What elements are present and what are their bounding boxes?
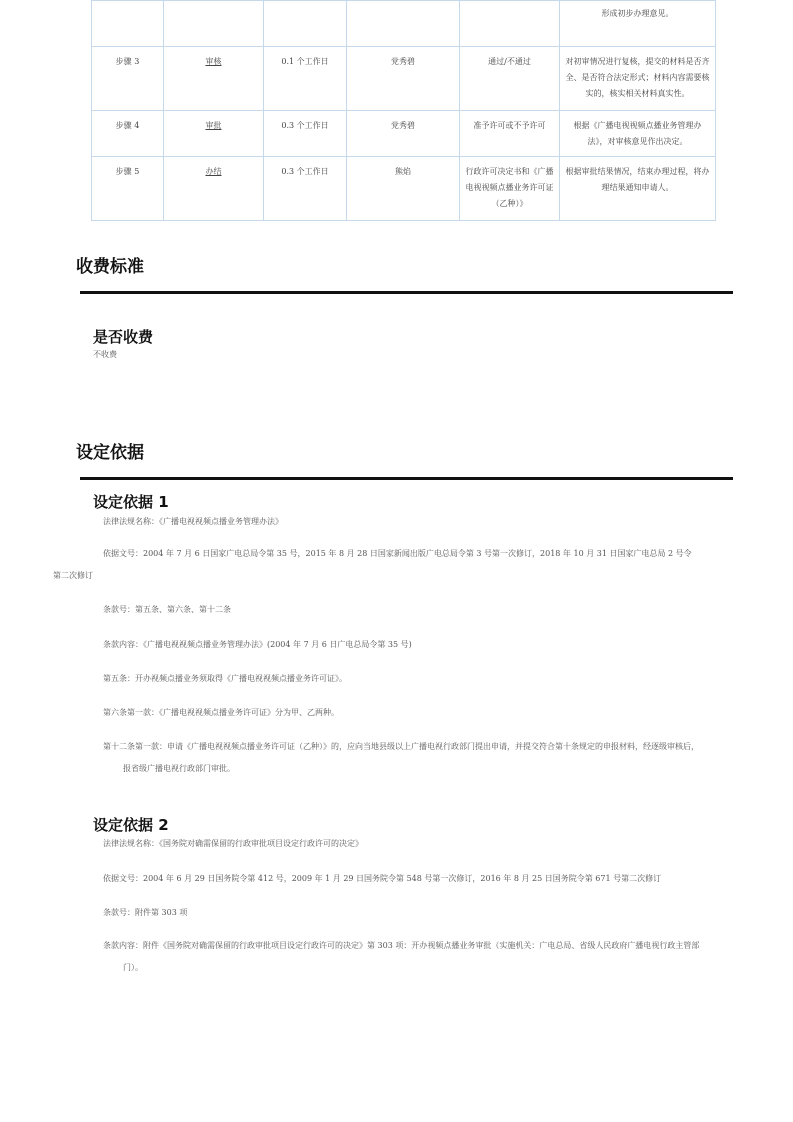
basis-1-law-name: 法律法规名称：《广播电视视频点播业务管理办法》 — [103, 517, 283, 526]
time-cell: 0.3 个工作日 — [264, 157, 347, 221]
step-link-complete[interactable]: 办结 — [205, 167, 222, 176]
table-row — [92, 1, 716, 47]
time-cell: 0.3 个工作日 — [264, 111, 347, 157]
basis-2-law-name: 法律法规名称：《国务院对确需保留的行政审批项目设定行政许可的决定》 — [103, 839, 363, 848]
result-cell: 行政许可决定书和《广播电视视频点播业务许可证（乙种）》 — [460, 157, 560, 221]
time-cell: 0.1 个工作日 — [264, 47, 347, 111]
desc-cell: 根据审批结果情况，结束办理过程，将办理结果通知申请人。 — [560, 157, 716, 221]
link-cell — [164, 1, 264, 47]
basis-2-content: 条款内容：附件《国务院对确需保留的行政审批项目设定行政许可的决定》第 303 项：开办视频点播业务审批（实施机关：广电总局、省级人民政府广播电视行政主管部门）。 — [103, 941, 700, 972]
basis-1-article-6: 第六条第一款：《广播电视视频点播业务许可证》分为甲、乙两种。 — [103, 708, 339, 717]
basis-1-article-no: 条款号：第五条、第六条、第十二条 — [103, 605, 231, 614]
step-cell — [92, 1, 164, 47]
person-cell — [347, 1, 460, 47]
step-link-review[interactable]: 审核 — [205, 57, 222, 66]
person-cell: 党秀碧 — [347, 111, 460, 157]
desc-cell: 根据《广播电视视频点播业务管理办法》，对审核意见作出决定。 — [560, 111, 716, 157]
link-cell — [164, 157, 264, 221]
step-cell: 步骤 5 — [92, 157, 164, 221]
result-cell: 准予许可或不予许可 — [460, 111, 560, 157]
result-cell: 通过/不通过 — [460, 47, 560, 111]
step-cell: 步骤 4 — [92, 111, 164, 157]
fee-section-title: 收费标准 — [76, 257, 144, 277]
table-row — [92, 111, 716, 157]
step-cell: 步骤 3 — [92, 47, 164, 111]
link-cell — [164, 111, 264, 157]
basis-1-article-12: 第十二条第一款：申请《广播电视视频点播业务许可证（乙种）》的，应向当地县级以上广播电视行政部门提出申请，并提交符合第十条规定的申报材料，经逐级审核后，报省级广播电视行政部门审批。 — [103, 742, 699, 773]
desc-cell: 对初审情况进行复核，提交的材料是否齐全、是否符合法定形式；材料内容需要核实的，核实相关材料真实性。 — [560, 47, 716, 111]
time-cell — [264, 1, 347, 47]
result-cell — [460, 1, 560, 47]
basis-1-article-5: 第五条：开办视频点播业务须取得《广播电视视频点播业务许可证》。 — [103, 674, 347, 683]
procedure-table — [91, 0, 716, 221]
step-link-approve[interactable]: 审批 — [205, 121, 222, 130]
table-row — [92, 47, 716, 111]
section-divider — [80, 477, 733, 480]
person-cell: 熊焰 — [347, 157, 460, 221]
link-cell — [164, 47, 264, 111]
section-divider — [80, 291, 733, 294]
basis-1-doc-no: 依据文号：2004 年 7 月 6 日国家广电总局令第 35 号，2015 年 8 月 28 日国家新闻出版广电总局令第 3 号第一次修订，2018 年 10 月 31 日国家广电总局 2 号令第二次修订 — [53, 549, 692, 580]
basis-1-title: 设定依据 1 — [93, 493, 169, 511]
basis-2-doc-no: 依据文号：2004 年 6 月 29 日国务院令第 412 号，2009 年 1 月 29 日国务院令第 548 号第一次修订，2016 年 8 月 25 日国务院令第 671 号第二次修订 — [103, 874, 662, 883]
fee-value: 不收费 — [93, 350, 117, 359]
basis-2-article-no: 条款号：附件第 303 项 — [103, 908, 188, 917]
basis-section-title: 设定依据 — [76, 443, 144, 463]
fee-question: 是否收费 — [93, 328, 154, 346]
person-cell: 党秀碧 — [347, 47, 460, 111]
basis-1-content-label: 条款内容：《广播电视视频点播业务管理办法》(2004 年 7 月 6 日广电总局令第 35 号) — [103, 640, 412, 649]
desc-cell: 形成初步办理意见。 — [560, 1, 716, 47]
table-row — [92, 157, 716, 221]
basis-2-title: 设定依据 2 — [93, 816, 169, 834]
